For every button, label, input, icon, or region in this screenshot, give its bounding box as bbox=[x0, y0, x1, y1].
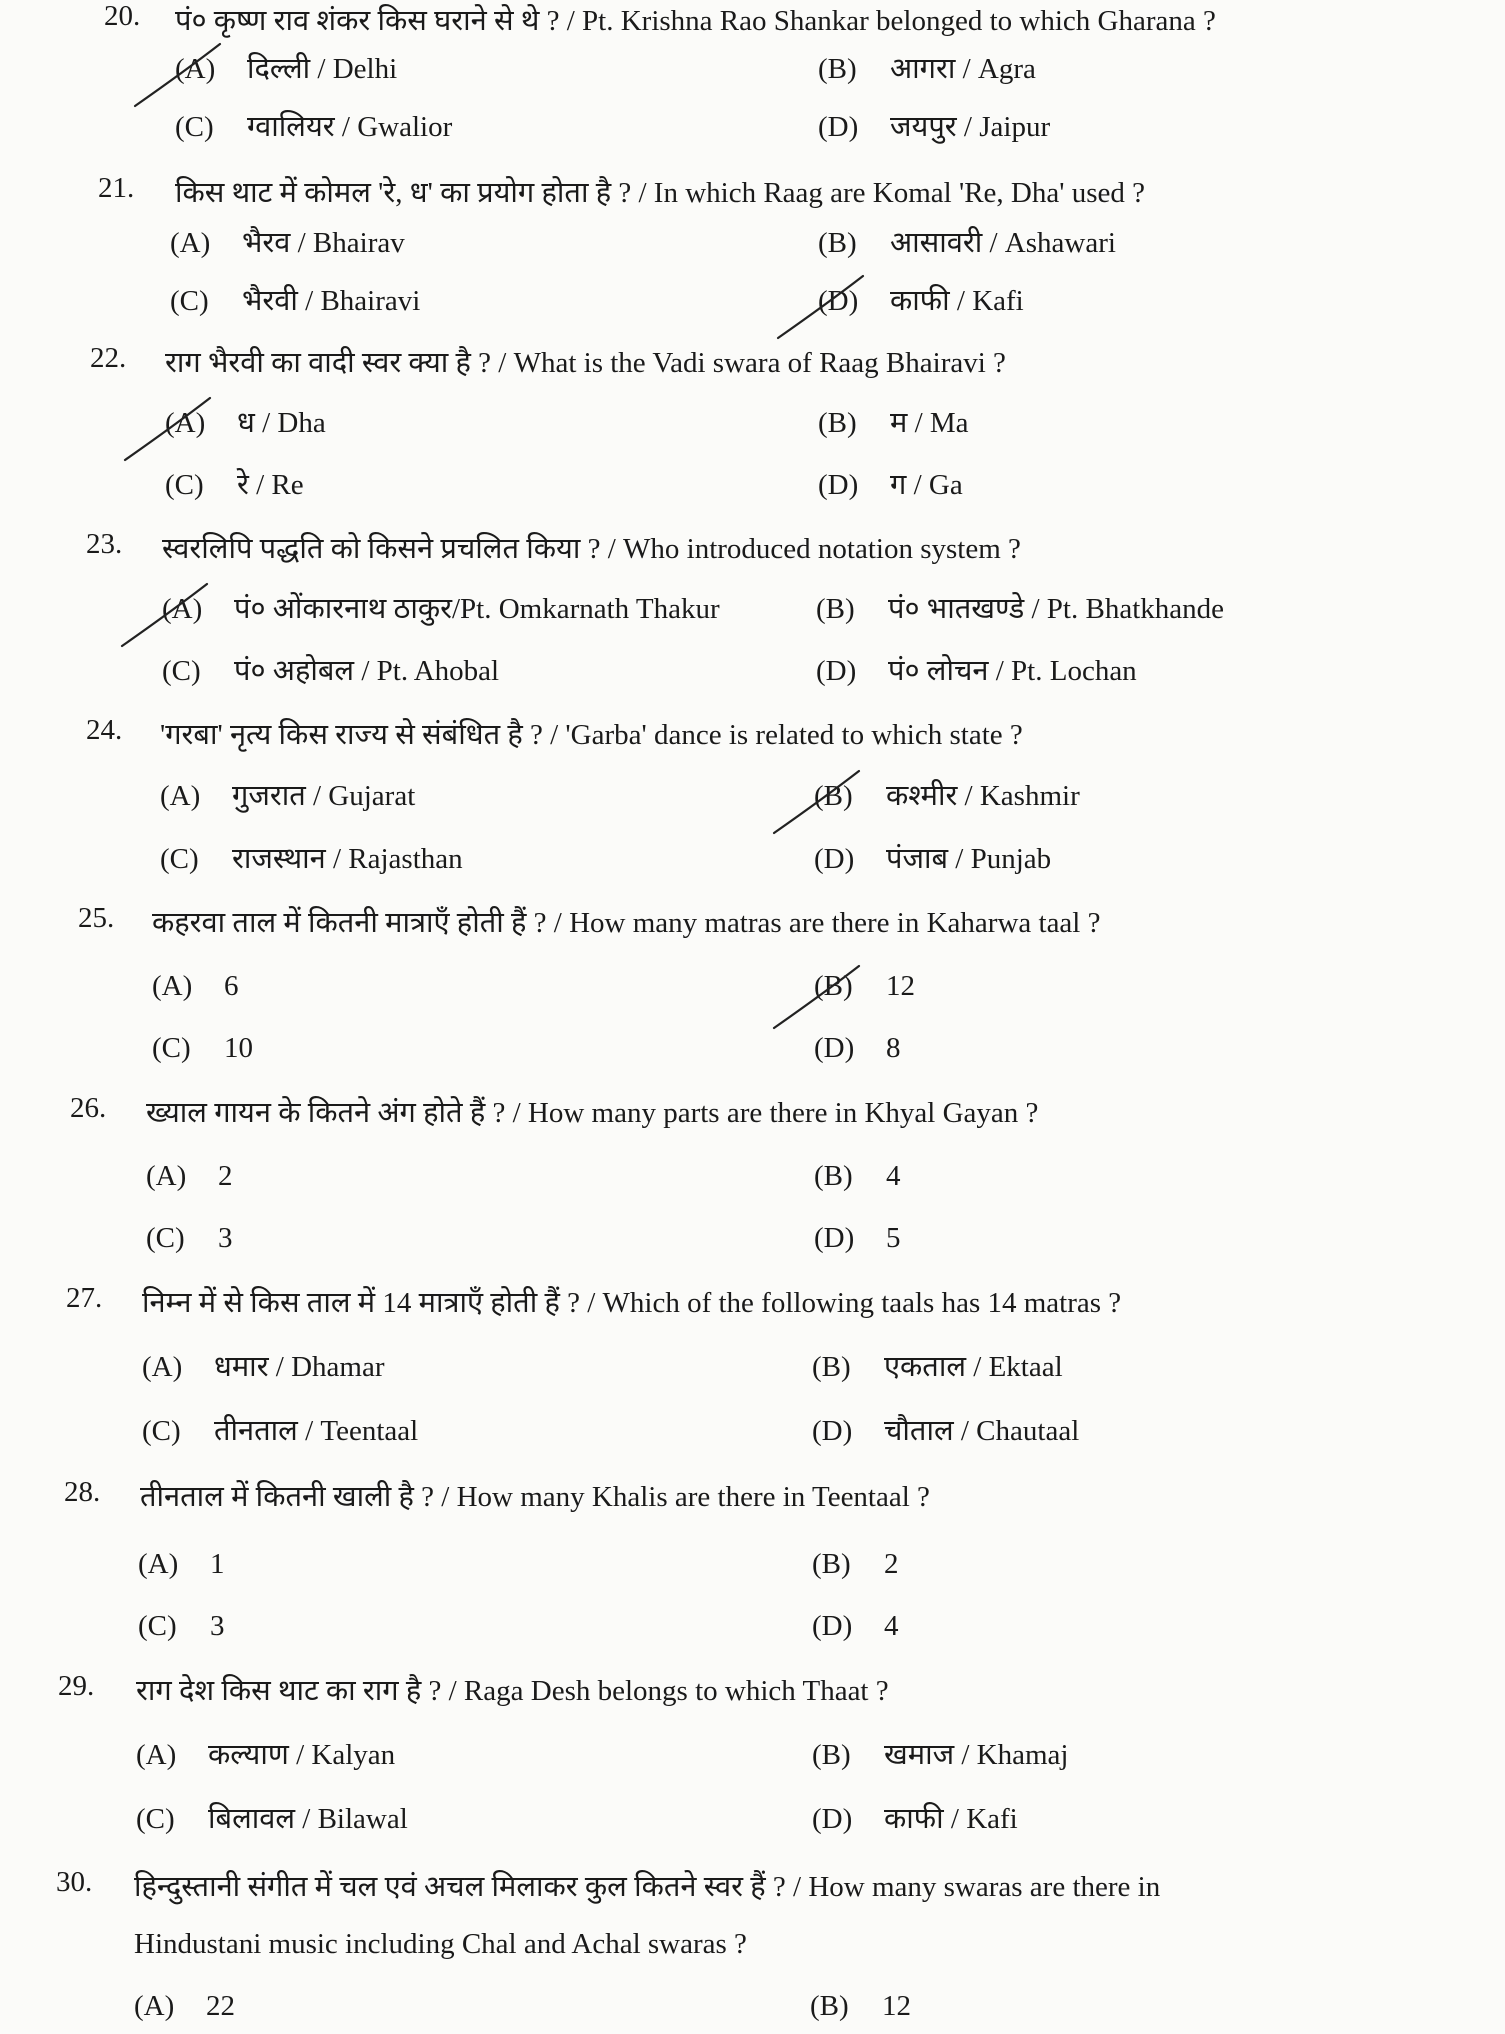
option-letter: (C) bbox=[152, 1032, 191, 1064]
option-a bbox=[175, 48, 397, 87]
option-d bbox=[818, 106, 1050, 145]
question-text: कहरवा ताल में कितनी मात्राएँ होती हैं ? / How many matras are there in Kaharwa taal ? bbox=[152, 907, 1101, 939]
option-letter: (D) bbox=[812, 1415, 853, 1447]
option-a bbox=[142, 1346, 385, 1385]
option-text: 8 bbox=[886, 1032, 901, 1064]
option-a bbox=[152, 970, 239, 1003]
question-text: स्वरलिपि पद्धति को किसने प्रचलित किया ? / Who introduced notation system ? bbox=[162, 533, 1021, 565]
question-text-continued: Hindustani music including Chal and Achal swaras ? bbox=[134, 1928, 747, 1960]
option-letter: (B) bbox=[818, 407, 857, 439]
option-text: 6 bbox=[224, 970, 239, 1002]
option-letter: (C) bbox=[136, 1803, 175, 1835]
option-a bbox=[138, 1548, 225, 1581]
option-c bbox=[146, 1222, 233, 1255]
option-text: खमाज / Khamaj bbox=[884, 1739, 1069, 1771]
option-text: 4 bbox=[884, 1610, 899, 1642]
option-letter: (D) bbox=[814, 843, 855, 875]
option-b bbox=[818, 48, 1036, 87]
option-b bbox=[816, 588, 1224, 627]
option-text: गुजरात / Gujarat bbox=[232, 780, 416, 812]
option-c bbox=[160, 838, 463, 877]
option-letter: (D) bbox=[814, 1032, 855, 1064]
option-text: भैरवी / Bhairavi bbox=[242, 285, 421, 317]
option-a bbox=[136, 1734, 395, 1773]
question-text: निम्न में से किस ताल में 14 मात्राएँ होती हैं ? / Which of the following taals has 14 matras ? bbox=[142, 1287, 1122, 1319]
option-letter: (A) bbox=[160, 780, 201, 812]
option-text: आसावरी / Ashawari bbox=[890, 227, 1116, 259]
question-number: 27. bbox=[66, 1282, 103, 1314]
option-text: पं० भातखण्डे / Pt. Bhatkhande bbox=[888, 593, 1224, 625]
question-number: 28. bbox=[64, 1476, 101, 1508]
option-d bbox=[814, 1032, 901, 1065]
option-letter: (B) bbox=[812, 1351, 851, 1383]
option-letter: (C) bbox=[142, 1415, 181, 1447]
question-text: ख्याल गायन के कितने अंग होते हैं ? / How many parts are there in Khyal Gayan ? bbox=[146, 1097, 1039, 1129]
option-letter: (D) bbox=[812, 1803, 853, 1835]
option-letter: (A) bbox=[134, 1990, 175, 2022]
option-letter: (A) bbox=[162, 593, 203, 625]
option-letter: (A) bbox=[136, 1739, 177, 1771]
option-letter: (B) bbox=[812, 1548, 851, 1580]
option-a bbox=[146, 1160, 233, 1193]
option-text: काफी / Kafi bbox=[884, 1803, 1018, 1835]
option-text: 5 bbox=[886, 1222, 901, 1254]
option-text: ग्वालियर / Gwalior bbox=[247, 111, 453, 143]
option-d bbox=[812, 1798, 1018, 1837]
option-letter: (C) bbox=[160, 843, 199, 875]
option-text: दिल्ली / Delhi bbox=[247, 53, 398, 85]
option-letter: (B) bbox=[812, 1739, 851, 1771]
option-letter: (B) bbox=[818, 53, 857, 85]
option-text: पंजाब / Punjab bbox=[886, 843, 1052, 875]
option-letter: (A) bbox=[175, 53, 216, 85]
option-b bbox=[814, 775, 1080, 814]
option-text: कश्मीर / Kashmir bbox=[886, 780, 1080, 812]
option-c bbox=[152, 1032, 253, 1065]
option-c bbox=[175, 106, 452, 145]
option-text: काफी / Kafi bbox=[890, 285, 1024, 317]
question-number: 21. bbox=[98, 172, 135, 204]
option-b bbox=[814, 1160, 901, 1193]
question-number: 30. bbox=[56, 1866, 93, 1898]
option-c bbox=[162, 650, 499, 689]
option-d bbox=[812, 1610, 899, 1643]
option-a bbox=[134, 1990, 235, 2023]
option-text: राजस्थान / Rajasthan bbox=[232, 843, 463, 875]
option-d bbox=[814, 838, 1051, 877]
option-d bbox=[812, 1410, 1079, 1449]
question-text: राग भैरवी का वादी स्वर क्या है ? / What is the Vadi swara of Raag Bhairavi ? bbox=[165, 347, 1006, 379]
option-d bbox=[816, 650, 1137, 689]
option-c bbox=[142, 1410, 418, 1449]
question-text: 'गरबा' नृत्य किस राज्य से संबंधित है ? / 'Garba' dance is related to which state ? bbox=[160, 719, 1023, 751]
question-number: 24. bbox=[86, 714, 123, 746]
option-text: भैरव / Bhairav bbox=[242, 227, 405, 259]
option-text: कल्याण / Kalyan bbox=[208, 1739, 396, 1771]
option-text: 22 bbox=[206, 1990, 235, 2022]
option-letter: (C) bbox=[138, 1610, 177, 1642]
option-d bbox=[814, 1222, 901, 1255]
option-text: 1 bbox=[210, 1548, 225, 1580]
question-text: किस थाट में कोमल 'रे, ध' का प्रयोग होता है ? / In which Raag are Komal 'Re, Dha' used ? bbox=[175, 177, 1145, 209]
option-text: चौताल / Chautaal bbox=[884, 1415, 1080, 1447]
option-c bbox=[136, 1798, 408, 1837]
option-letter: (A) bbox=[146, 1160, 187, 1192]
option-c bbox=[165, 464, 304, 503]
question-text: तीनताल में कितनी खाली है ? / How many Khalis are there in Teentaal ? bbox=[140, 1481, 930, 1513]
option-text: म / Ma bbox=[890, 407, 969, 439]
option-letter: (D) bbox=[816, 655, 857, 687]
option-d bbox=[818, 280, 1024, 319]
option-b bbox=[812, 1346, 1063, 1385]
option-letter: (D) bbox=[812, 1610, 853, 1642]
option-text: बिलावल / Bilawal bbox=[208, 1803, 408, 1835]
option-text: 2 bbox=[218, 1160, 233, 1192]
question-number: 20. bbox=[104, 0, 141, 32]
option-letter: (A) bbox=[142, 1351, 183, 1383]
option-a bbox=[162, 588, 720, 627]
option-letter: (A) bbox=[165, 407, 206, 439]
question-number: 26. bbox=[70, 1092, 107, 1124]
option-a bbox=[160, 775, 415, 814]
option-text: पं० लोचन / Pt. Lochan bbox=[888, 655, 1137, 687]
option-text: 2 bbox=[884, 1548, 899, 1580]
option-d bbox=[818, 464, 963, 503]
option-text: 4 bbox=[886, 1160, 901, 1192]
option-b bbox=[812, 1734, 1068, 1773]
option-c bbox=[138, 1610, 225, 1643]
option-text: ग / Ga bbox=[890, 469, 963, 501]
option-text: तीनताल / Teentaal bbox=[214, 1415, 419, 1447]
option-letter: (C) bbox=[162, 655, 201, 687]
option-text: धमार / Dhamar bbox=[214, 1351, 385, 1383]
option-text: एकताल / Ektaal bbox=[884, 1351, 1063, 1383]
question-number: 29. bbox=[58, 1670, 95, 1702]
option-letter: (B) bbox=[814, 1160, 853, 1192]
option-text: आगरा / Agra bbox=[890, 53, 1036, 85]
option-b bbox=[814, 970, 915, 1003]
question-text: राग देश किस थाट का राग है ? / Raga Desh belongs to which Thaat ? bbox=[136, 1675, 889, 1707]
option-text: रे / Re bbox=[237, 469, 304, 501]
option-text: जयपुर / Jaipur bbox=[890, 111, 1051, 143]
option-text: 12 bbox=[882, 1990, 911, 2022]
option-letter: (D) bbox=[814, 1222, 855, 1254]
option-c bbox=[170, 280, 420, 319]
option-letter: (C) bbox=[146, 1222, 185, 1254]
option-letter: (D) bbox=[818, 469, 859, 501]
option-letter: (A) bbox=[152, 970, 193, 1002]
option-letter: (B) bbox=[818, 227, 857, 259]
question-number: 23. bbox=[86, 528, 123, 560]
option-b bbox=[810, 1990, 911, 2023]
option-b bbox=[818, 402, 969, 441]
question-number: 22. bbox=[90, 342, 127, 374]
option-letter: (C) bbox=[165, 469, 204, 501]
option-letter: (C) bbox=[170, 285, 209, 317]
question-text: पं० कृष्ण राव शंकर किस घराने से थे ? / Pt. Krishna Rao Shankar belonged to which Gharana ? bbox=[175, 5, 1216, 37]
option-b bbox=[812, 1548, 899, 1581]
question-number: 25. bbox=[78, 902, 115, 934]
option-text: 3 bbox=[218, 1222, 233, 1254]
question-text: हिन्दुस्तानी संगीत में चल एवं अचल मिलाकर कुल कितने स्वर हैं ? / How many swaras are there in bbox=[134, 1871, 1161, 1903]
option-letter: (D) bbox=[818, 285, 859, 317]
option-text: पं० ओंकारनाथ ठाकुर/Pt. Omkarnath Thakur bbox=[234, 593, 720, 625]
option-letter: (B) bbox=[810, 1990, 849, 2022]
option-letter: (B) bbox=[814, 780, 853, 812]
option-letter: (C) bbox=[175, 111, 214, 143]
option-text: 10 bbox=[224, 1032, 253, 1064]
option-letter: (A) bbox=[138, 1548, 179, 1580]
option-letter: (B) bbox=[814, 970, 853, 1002]
option-letter: (B) bbox=[816, 593, 855, 625]
option-letter: (D) bbox=[818, 111, 859, 143]
option-text: पं० अहोबल / Pt. Ahobal bbox=[234, 655, 500, 687]
option-a bbox=[165, 402, 326, 441]
option-text: 3 bbox=[210, 1610, 225, 1642]
option-text: 12 bbox=[886, 970, 915, 1002]
option-text: ध / Dha bbox=[237, 407, 326, 439]
option-b bbox=[818, 222, 1116, 261]
option-letter: (A) bbox=[170, 227, 211, 259]
option-a bbox=[170, 222, 405, 261]
